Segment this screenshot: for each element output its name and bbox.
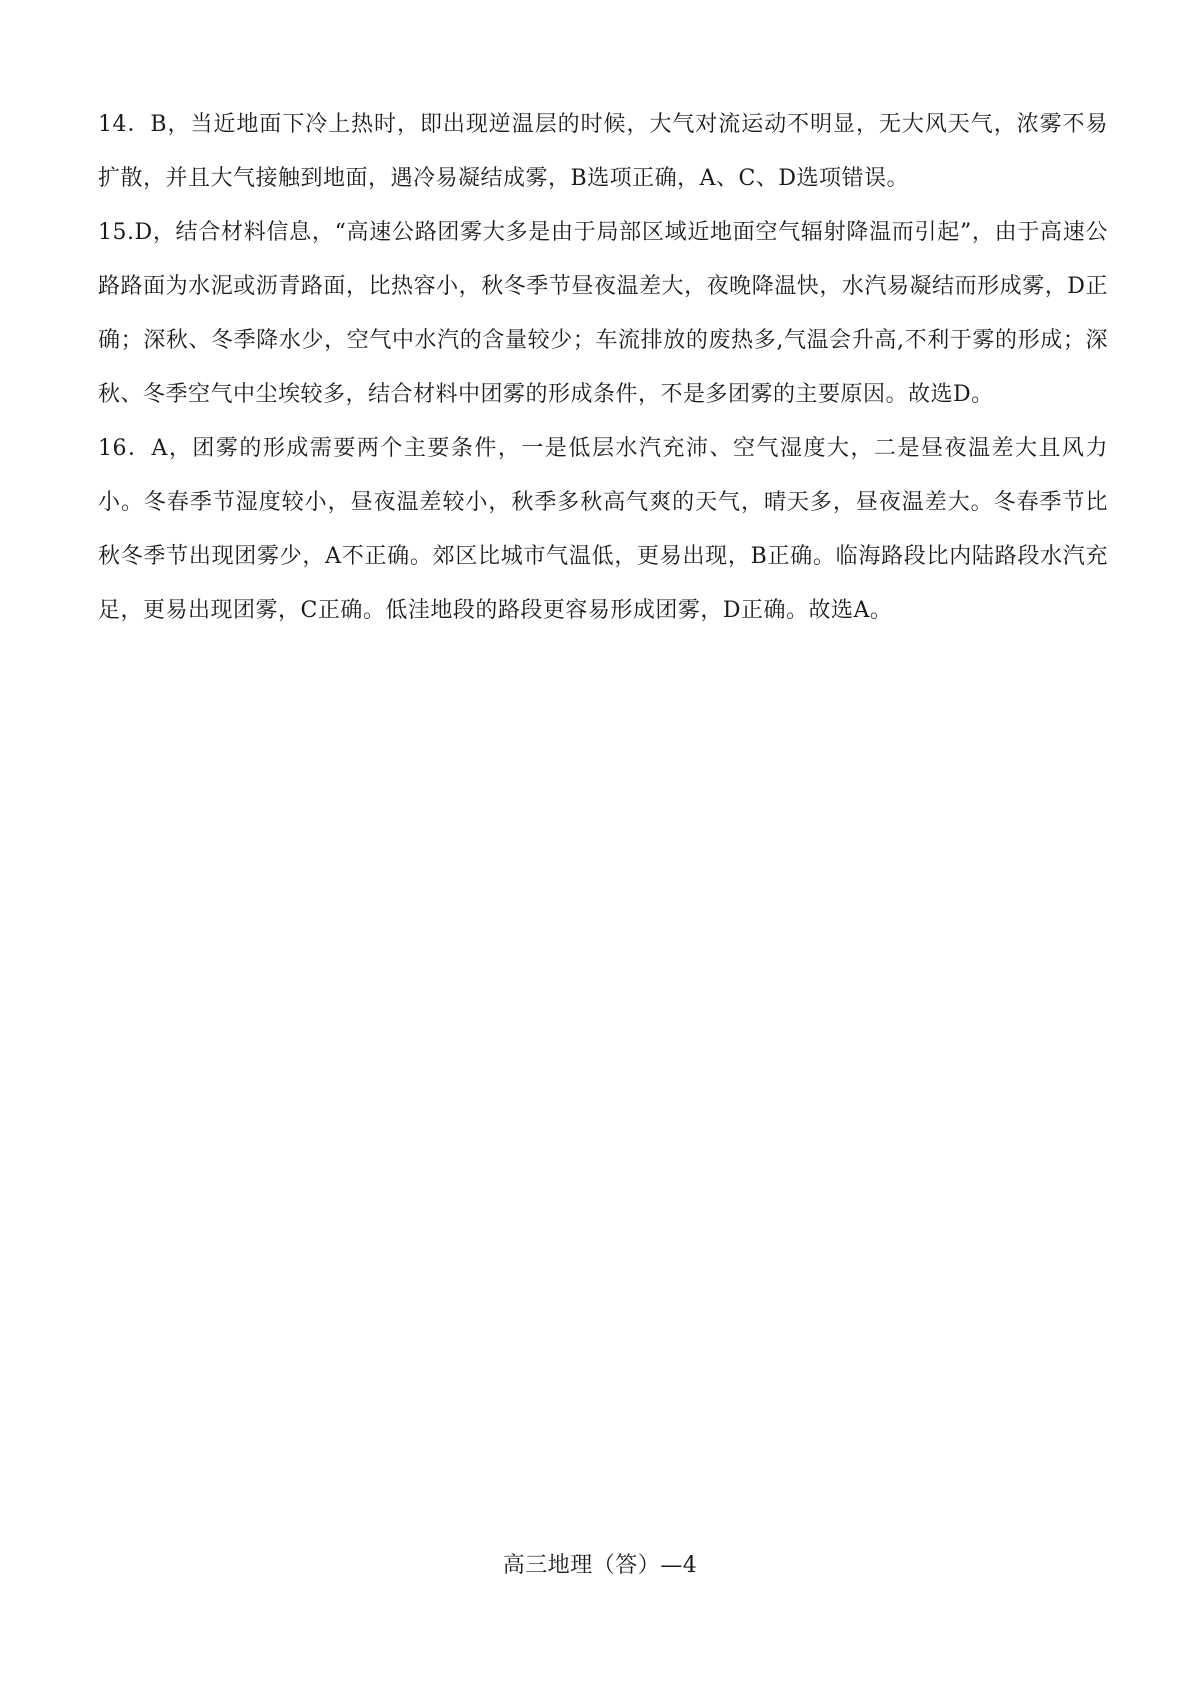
- answer-15: 15.D，结合材料信息，“高速公路团雾大多是由于局部区域近地面空气辐射降温而引起”，由于高速公路路面为水泥或沥青路面，比热容小，秋冬季节昼夜温差大，夜晚降温快，水汽易凝结而形成雾，D正确；深秋、冬季降水少，空气中水汽的含量较少；车流排放的废热多,气温会升高,不利于雾的形成；深秋、冬季空气中尘埃较多，结合材料中团雾的形成条件，不是多团雾的主要原因。故选D。: [98, 220, 1108, 407]
- answer-list: [98, 98, 1108, 638]
- answer-14: 14．B，当近地面下冷上热时，即出现逆温层的时候，大气对流运动不明显，无大风天气，浓雾不易扩散，并且大气接触到地面，遇冷易凝结成雾，B选项正确，A、C、D选项错误。: [98, 112, 1108, 191]
- answer-16: 16．A，团雾的形成需要两个主要条件，一是低层水汽充沛、空气湿度大，二是昼夜温差大且风力小。冬春季节湿度较小，昼夜温差较小，秋季多秋高气爽的天气，晴天多，昼夜温差大。冬春季节比秋冬季节出现团雾少，A不正确。郊区比城市气温低，更易出现，B正确。临海路段比内陆路段水汽充足，更易出现团雾，C正确。低洼地段的路段更容易形成团雾，D正确。故选A。: [98, 436, 1108, 623]
- page-footer: 高三地理（答）—4: [502, 1553, 698, 1578]
